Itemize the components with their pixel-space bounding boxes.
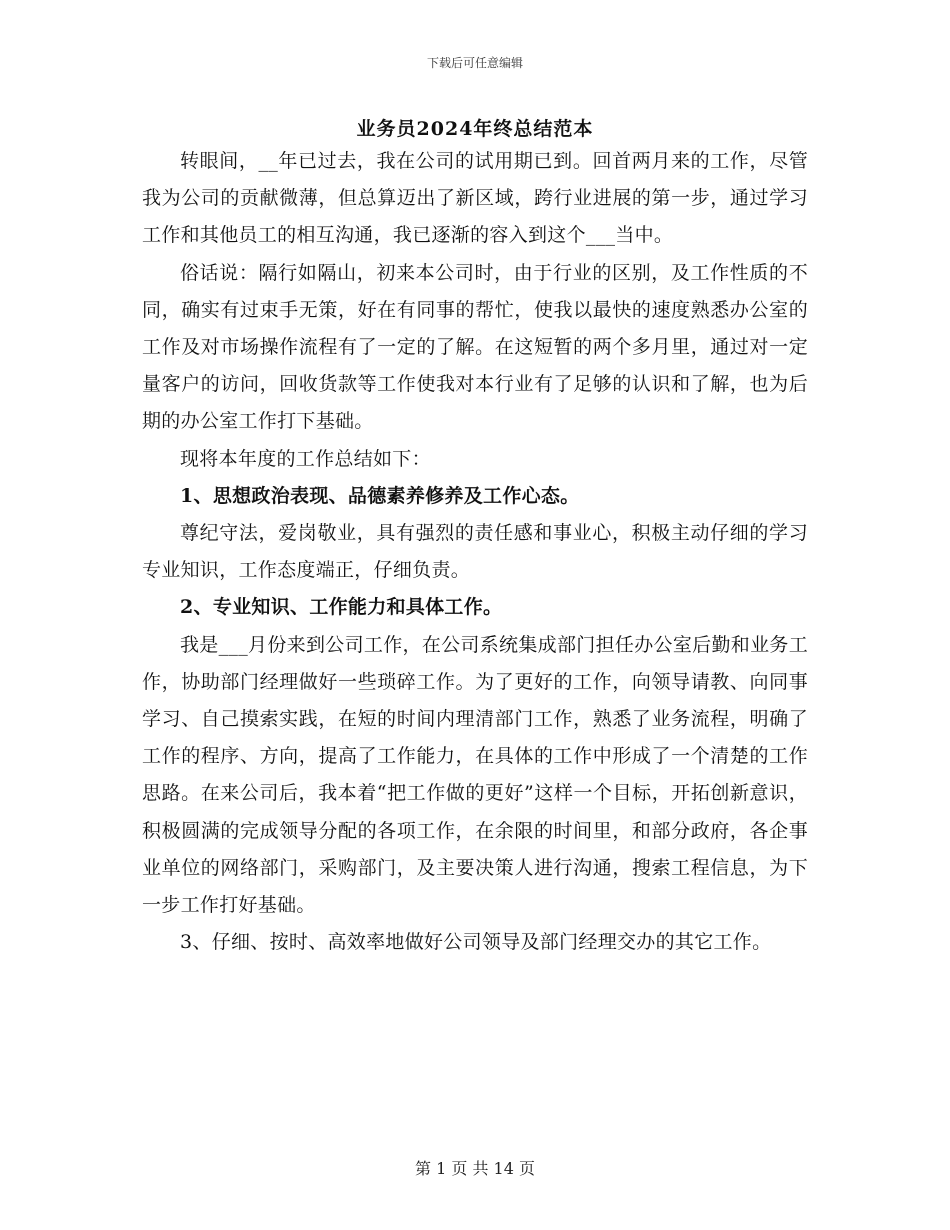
document-body <box>142 143 808 961</box>
paragraph-item-3: 3、仔细、按时、高效率地做好公司领导及部门经理交办的其它工作。 <box>180 931 772 954</box>
paragraph-saying: 俗话说：隔行如隔山，初来本公司时，由于行业的区别，及工作性质的不同，确实有过束手无策，好在有同事的帮忙，使我以最快的速度熟悉办公室的工作及对市场操作流程有了一定的了解。在这短暂的两个多月里，通过对一定量客户的访问，回收货款等工作使我对本行业有了足够的认识和了解，也为后期的办公室工作打下基础。 <box>142 261 808 433</box>
paragraph-section-1: 尊纪守法，爱岗敬业，具有强烈的责任感和事业心，积极主动仔细的学习专业知识，工作态度端正，仔细负责。 <box>142 522 808 582</box>
section-heading-2: 2、专业知识、工作能力和具体工作。 <box>180 596 503 619</box>
document-title: 业务员2024年终总结范本 <box>356 118 594 140</box>
paragraph-section-2: 我是___月份来到公司工作，在公司系统集成部门担任办公室后勤和业务工作，协助部门经理做好一些琐碎工作。为了更好的工作，向领导请教、向同事学习、自己摸索实践，在短的时间内理清部门工作，熟悉了业务流程，明确了工作的程序、方向，提高了工作能力，在具体的工作中形成了一个清楚的工作思路。在来公司后，我本着“把工作做的更好”这样一个目标，开拓创新意识，积极圆满的完成领导分配的各项工作，在余限的时间里，和部分政府，各企事业单位的网络部门，采购部门，及主要决策人进行沟通，搜索工程信息，为下一步工作打好基础。 <box>142 633 808 917</box>
header-note: 下载后可任意编辑 <box>426 56 523 70</box>
page-footer: 第 1 页 共 14 页 <box>415 1159 535 1178</box>
paragraph-intro: 转眼间，__年已过去，我在公司的试用期已到。回首两月来的工作，尽管我为公司的贡献微薄，但总算迈出了新区域，跨行业进展的第一步，通过学习工作和其他员工的相互沟通，我已逐渐的容入到这个___当中。 <box>142 150 808 247</box>
section-heading-1: 1、思想政治表现、品德素养修养及工作心态。 <box>180 484 580 507</box>
paragraph-summary-lead: 现将本年度的工作总结如下： <box>180 447 431 470</box>
